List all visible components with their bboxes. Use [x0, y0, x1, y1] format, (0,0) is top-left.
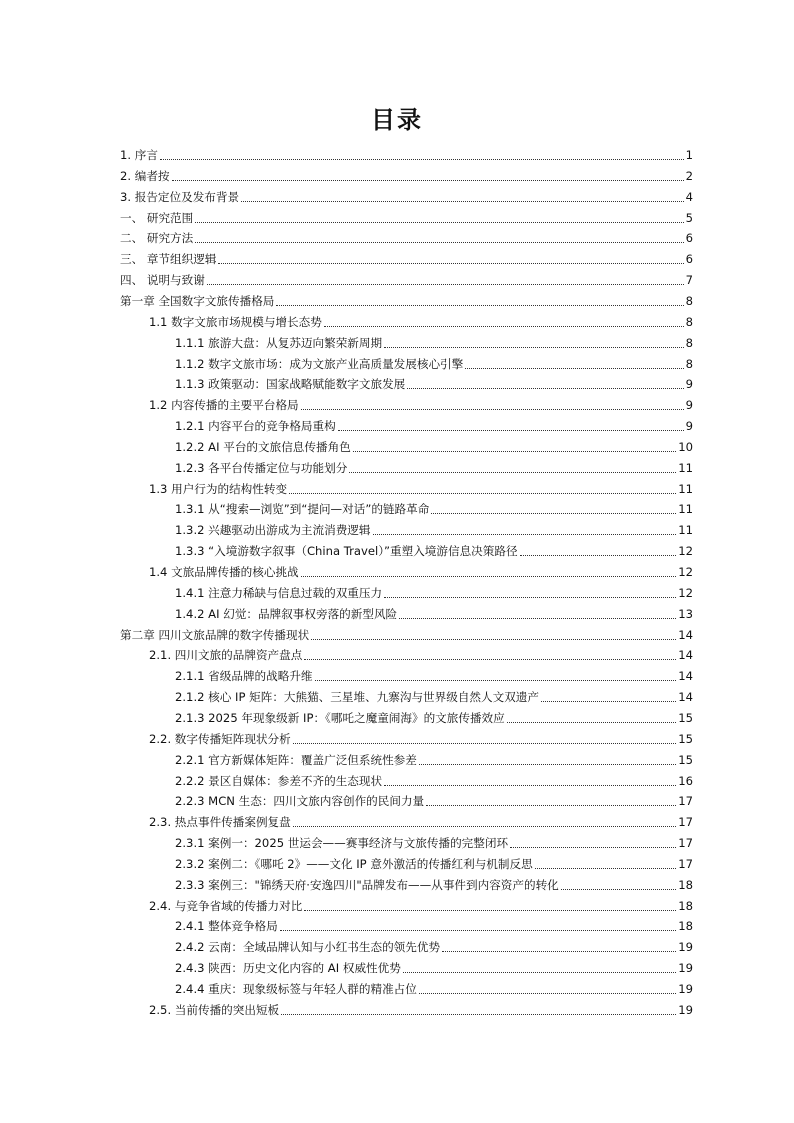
- dot-leader: [407, 387, 683, 389]
- dot-leader: [218, 262, 683, 264]
- toc-entry-label: 四、 说明与致谢: [120, 273, 205, 288]
- toc-entry[interactable]: [149, 312, 693, 332]
- toc-entry[interactable]: [175, 708, 693, 728]
- toc-entry-page: 18: [678, 919, 693, 934]
- toc-entry-page: 7: [685, 273, 693, 288]
- toc-entry-label: 2.1.1 省级品牌的战略升维: [175, 669, 313, 684]
- toc-entry-label: 第二章 四川文旅品牌的数字传播现状: [120, 627, 310, 642]
- toc-entry-label: 一、 研究范围: [120, 210, 194, 225]
- toc-entry-label: 2.3.3 案例三："锦绣天府·安逸四川"品牌发布——从事件到内容资产的转化: [175, 877, 559, 892]
- dot-leader: [442, 950, 676, 952]
- toc-entry[interactable]: [175, 750, 693, 770]
- toc-entry[interactable]: [175, 374, 693, 394]
- toc-entry[interactable]: [175, 771, 693, 791]
- toc-entry-label: 1.3.3 “入境游数字叙事（China Travel）”重塑入境游信息决策路径: [175, 544, 518, 559]
- dot-leader: [207, 283, 684, 285]
- dot-leader: [431, 512, 676, 514]
- dot-leader: [384, 346, 684, 348]
- toc-entry-label: 2.4. 与竞争省域的传播力对比: [149, 898, 303, 913]
- toc-entry-label: 2.4.3 陕西：历史文化内容的 AI 权威性优势: [175, 961, 401, 976]
- toc-entry-label: 2.2. 数字传播矩阵现状分析: [149, 731, 291, 746]
- toc-entry[interactable]: [120, 208, 693, 228]
- toc-entry-label: 1.4.2 AI 幻觉：品牌叙事权旁落的新型风险: [175, 606, 398, 621]
- toc-entry-page: 18: [678, 877, 693, 892]
- toc-entry-page: 2: [685, 168, 693, 183]
- toc-entry[interactable]: [149, 479, 693, 499]
- toc-entry-page: 12: [678, 544, 693, 559]
- toc-entry[interactable]: [149, 1000, 693, 1020]
- toc-entry-label: 2. 编者按: [120, 168, 170, 183]
- toc-entry-page: 16: [678, 773, 693, 788]
- toc-entry[interactable]: [120, 166, 693, 186]
- page-title: 目录: [371, 106, 423, 134]
- toc-entry[interactable]: [175, 666, 693, 686]
- toc-entry-page: 14: [678, 648, 693, 663]
- toc-entry-label: 三、 章节组织逻辑: [120, 252, 217, 267]
- toc-entry-label: 2.1.3 2025 年现象级新 IP：《哪吒之魔童闹海》的文旅传播效应: [175, 710, 505, 725]
- dot-leader: [324, 325, 684, 327]
- toc-entry-page: 1: [685, 148, 693, 162]
- dot-leader: [304, 658, 676, 660]
- toc-entry-page: 14: [678, 627, 693, 642]
- toc-entry-page: 11: [678, 523, 693, 538]
- toc-entry-page: 11: [678, 481, 693, 496]
- toc-entry-page: 8: [685, 293, 693, 308]
- toc-entry-label: 1.1 数字文旅市场规模与增长态势: [149, 314, 322, 329]
- toc-entry[interactable]: [120, 187, 693, 207]
- toc-entry-page: 8: [685, 356, 693, 371]
- toc-entry-label: 1.3.1 从“搜索—浏览”到“提问—对话”的链路革命: [175, 502, 430, 517]
- toc-entry-page: 15: [678, 710, 693, 725]
- toc-entry-label: 2.3.1 案例一：2025 世运会——赛事经济与文旅传播的完整闭环: [175, 836, 509, 851]
- toc-entry-page: 14: [678, 669, 693, 684]
- toc-entry[interactable]: [175, 604, 693, 624]
- toc-entry-page: 8: [685, 314, 693, 329]
- toc-entry-label: 1.4 文旅品牌传播的核心挑战: [149, 565, 299, 579]
- toc-entry-label: 3. 报告定位及发布背景: [120, 189, 240, 204]
- toc-entry-page: 12: [678, 585, 693, 600]
- toc-entry[interactable]: [175, 499, 693, 519]
- toc-entry-label: 2.4.2 云南：全域品牌认知与小红书生态的领先优势: [175, 940, 441, 955]
- toc-entry-page: 11: [678, 502, 693, 517]
- toc-entry-label: 2.4.1 整体竞争格局: [175, 919, 278, 934]
- toc-entry[interactable]: [175, 791, 693, 811]
- dot-leader: [293, 742, 676, 744]
- toc-entry-page: 9: [685, 377, 693, 392]
- dot-leader: [561, 888, 676, 890]
- dot-leader: [315, 679, 677, 681]
- toc-entry-label: 1. 序言: [120, 148, 158, 162]
- toc-entry[interactable]: [175, 875, 693, 895]
- toc-entry[interactable]: [120, 249, 693, 269]
- dot-leader: [349, 471, 676, 473]
- dot-leader: [304, 909, 676, 911]
- dot-leader: [510, 846, 676, 848]
- toc-entry-page: 6: [685, 252, 693, 267]
- toc-entry[interactable]: [120, 145, 693, 165]
- toc-entry-page: 8: [685, 335, 693, 350]
- toc-entry-label: 2.5. 当前传播的突出短板: [149, 1002, 280, 1017]
- dot-leader: [520, 554, 677, 556]
- toc-entry[interactable]: [175, 958, 693, 978]
- toc-entry[interactable]: [175, 916, 693, 936]
- toc-entry[interactable]: [149, 812, 693, 832]
- toc-entry[interactable]: [175, 416, 693, 436]
- toc-entry-label: 2.1. 四川文旅的品牌资产盘点: [149, 648, 303, 663]
- toc-entry-label: 1.2.3 各平台传播定位与功能划分: [175, 460, 348, 475]
- toc-entry[interactable]: [175, 979, 693, 999]
- dot-leader: [311, 638, 676, 640]
- toc-entry-label: 2.2.2 景区自媒体：参差不齐的生态现状: [175, 773, 383, 788]
- dot-leader: [399, 617, 676, 619]
- toc-entry-page: 6: [685, 231, 693, 246]
- dot-leader: [172, 179, 684, 181]
- toc-entry[interactable]: [175, 833, 693, 853]
- toc-entry[interactable]: [175, 333, 693, 353]
- toc-entry-page: 19: [678, 961, 693, 976]
- toc-entry[interactable]: [149, 896, 693, 916]
- dot-leader: [301, 408, 684, 410]
- toc-entry[interactable]: [175, 458, 693, 478]
- toc-entry-page: 4: [685, 189, 693, 204]
- dot-leader: [384, 784, 676, 786]
- toc-entry[interactable]: [120, 291, 693, 311]
- dot-leader: [353, 450, 676, 452]
- toc-entry-page: 19: [678, 982, 693, 996]
- toc-entry-label: 二、 研究方法: [120, 231, 194, 246]
- toc-entry-page: 9: [685, 398, 693, 413]
- toc-entry-label: 1.3.2 兴趣驱动出游成为主流消费逻辑: [175, 523, 371, 538]
- toc-entry-page: 10: [678, 439, 693, 454]
- toc-entry-page: 5: [685, 210, 693, 225]
- toc-entry-page: 13: [678, 606, 693, 621]
- toc-entry[interactable]: [175, 541, 693, 561]
- toc-entry[interactable]: [175, 520, 693, 540]
- toc-entry-page: 17: [678, 815, 693, 830]
- toc-entry-label: 1.3 用户行为的结构性转变: [149, 481, 288, 496]
- toc-entry-page: 15: [678, 752, 693, 767]
- toc-entry-label: 2.1.2 核心 IP 矩阵：大熊猫、三星堆、九寨沟与世界级自然人文双遗产: [175, 690, 539, 705]
- dot-leader: [403, 971, 676, 973]
- dot-leader: [195, 221, 683, 223]
- toc-entry-page: 18: [678, 898, 693, 913]
- toc-entry[interactable]: [175, 937, 693, 957]
- dot-leader: [373, 533, 677, 535]
- toc-entry[interactable]: [149, 562, 693, 582]
- toc-entry[interactable]: [149, 729, 693, 749]
- toc-entry-label: 2.2.1 官方新媒体矩阵：覆盖广泛但系统性参差: [175, 752, 417, 767]
- toc-entry[interactable]: [175, 583, 693, 603]
- toc-entry[interactable]: [149, 395, 693, 415]
- toc-entry-label: 1.1.3 政策驱动：国家战略赋能数字文旅发展: [175, 377, 406, 392]
- dot-leader: [419, 763, 676, 765]
- dot-leader: [507, 721, 676, 723]
- dot-leader: [280, 929, 676, 931]
- dot-leader: [541, 700, 676, 702]
- toc-entry[interactable]: [175, 687, 693, 707]
- toc-entry-label: 1.2 内容传播的主要平台格局: [149, 398, 299, 413]
- toc-entry-label: 第一章 全国数字文旅传播格局: [120, 293, 275, 308]
- toc-entry[interactable]: [175, 354, 693, 374]
- dot-leader: [289, 492, 676, 494]
- toc-entry[interactable]: [149, 645, 693, 665]
- dot-leader: [160, 158, 684, 160]
- toc-entry-label: 2.2.3 MCN 生态：四川文旅内容创作的民间力量: [175, 794, 425, 809]
- dot-leader: [465, 367, 683, 369]
- dot-leader: [419, 992, 676, 994]
- dot-leader: [293, 825, 676, 827]
- toc-entry-page: 17: [678, 794, 693, 809]
- toc-entry-page: 19: [678, 940, 693, 955]
- toc-entry-label: 1.1.1 旅游大盘：从复苏迈向繁荣新周期: [175, 335, 383, 350]
- toc-entry-page: 12: [678, 565, 693, 579]
- toc-entry-label: 1.2.2 AI 平台的文旅信息传播角色: [175, 439, 351, 454]
- toc-entry-page: 17: [678, 856, 693, 871]
- dot-leader: [301, 575, 677, 577]
- dot-leader: [241, 200, 684, 202]
- toc-entry-page: 11: [678, 460, 693, 475]
- dot-leader: [535, 867, 677, 869]
- toc-entry-label: 1.4.1 注意力稀缺与信息过载的双重压力: [175, 585, 383, 600]
- toc-entry-page: 19: [678, 1002, 693, 1017]
- toc-entry[interactable]: [120, 270, 693, 290]
- toc-entry-page: 15: [678, 731, 693, 746]
- toc-entry-label: 2.3.2 案例二：《哪吒 2》——文化 IP 意外激活的传播红利与机制反思: [175, 856, 533, 871]
- toc-entry-page: 14: [678, 690, 693, 705]
- dot-leader: [338, 429, 684, 431]
- toc-entry-page: 17: [678, 836, 693, 851]
- toc-entry[interactable]: [120, 625, 693, 645]
- toc-entry[interactable]: [175, 854, 693, 874]
- toc-entry-page: 9: [685, 419, 693, 434]
- toc-entry[interactable]: [175, 437, 693, 457]
- toc-entry-label: 2.3. 热点事件传播案例复盘: [149, 815, 291, 830]
- toc-entry[interactable]: [120, 228, 693, 248]
- toc-entry-label: 1.2.1 内容平台的竞争格局重构: [175, 419, 336, 434]
- dot-leader: [384, 596, 676, 598]
- dot-leader: [426, 804, 676, 806]
- dot-leader: [276, 304, 683, 306]
- toc-entry-label: 1.1.2 数字文旅市场：成为文旅产业高质量发展核心引擎: [175, 356, 464, 371]
- toc-entry-label: 2.4.4 重庆：现象级标签与年轻人群的精准占位: [175, 982, 417, 996]
- dot-leader: [195, 241, 683, 243]
- dot-leader: [281, 1013, 676, 1015]
